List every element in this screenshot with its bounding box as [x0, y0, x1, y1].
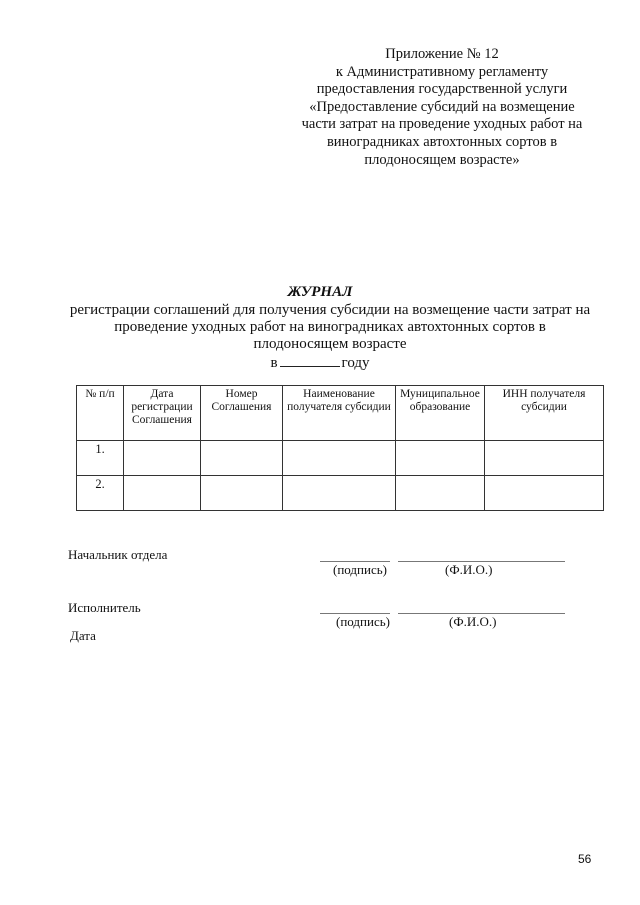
table-cell — [201, 441, 283, 476]
table-cell — [124, 441, 201, 476]
column-header-municipality: Муниципальное образование — [396, 386, 485, 441]
appendix-line: к Административному регламенту — [335, 63, 549, 80]
column-header-number: № п/п — [77, 386, 124, 441]
journal-subtitle-line: плодоносящем возрасте — [253, 336, 407, 352]
table-row — [77, 476, 604, 511]
page-number: 56 — [578, 852, 592, 866]
journal-title: ЖУРНАЛ — [287, 284, 353, 300]
appendix-line: предоставления государственной услуги — [316, 81, 568, 98]
table-cell — [201, 476, 283, 511]
table-cell: 2. — [77, 476, 124, 511]
journal-subtitle-line: регистрации соглашений для получения субсидии на возмещение части затрат на — [69, 302, 591, 318]
date-label: Дата — [70, 628, 96, 643]
executor-signature-caption: (подпись) — [336, 614, 390, 629]
executor-fio-caption: (Ф.И.О.) — [449, 614, 497, 629]
table-cell — [396, 441, 485, 476]
head-of-department-label: Начальник отдела — [68, 547, 168, 562]
appendix-block — [288, 46, 596, 169]
journal-subtitle-line: проведение уходных работ на виноградниках автохтонных сортов в — [114, 319, 546, 335]
journal-subtitle — [40, 302, 620, 353]
year-suffix: году — [341, 355, 370, 371]
table-cell — [485, 441, 604, 476]
column-header-registration-date: Дата регистрации Соглашения — [124, 386, 201, 441]
appendix-line: «Предоставление субсидий на возмещение — [309, 98, 575, 115]
table-cell — [396, 476, 485, 511]
table-cell: 1. — [77, 441, 124, 476]
column-header-agreement-number: Номер Соглашения — [201, 386, 283, 441]
year-prefix: в — [270, 355, 278, 371]
head-signature-caption: (подпись) — [333, 562, 387, 577]
table-cell — [124, 476, 201, 511]
head-fio-caption: (Ф.И.О.) — [445, 562, 493, 577]
column-header-recipient-inn: ИНН получателя субсидии — [485, 386, 604, 441]
column-header-recipient-name: Наименование получателя субсидии — [283, 386, 396, 441]
appendix-line: части затрат на проведение уходных работ на — [301, 116, 583, 133]
table-cell — [283, 441, 396, 476]
registration-table — [76, 385, 604, 511]
executor-label: Исполнитель — [68, 600, 141, 615]
table-row — [77, 441, 604, 476]
appendix-line: виноградниках автохтонных сортов в — [326, 133, 558, 150]
year-blank — [280, 354, 340, 367]
year-line — [0, 354, 640, 372]
appendix-line: Приложение № 12 — [385, 46, 499, 62]
appendix-line: плодоносящем возрасте» — [364, 151, 520, 168]
table-header-row — [77, 386, 604, 441]
table-cell — [283, 476, 396, 511]
table-cell — [485, 476, 604, 511]
